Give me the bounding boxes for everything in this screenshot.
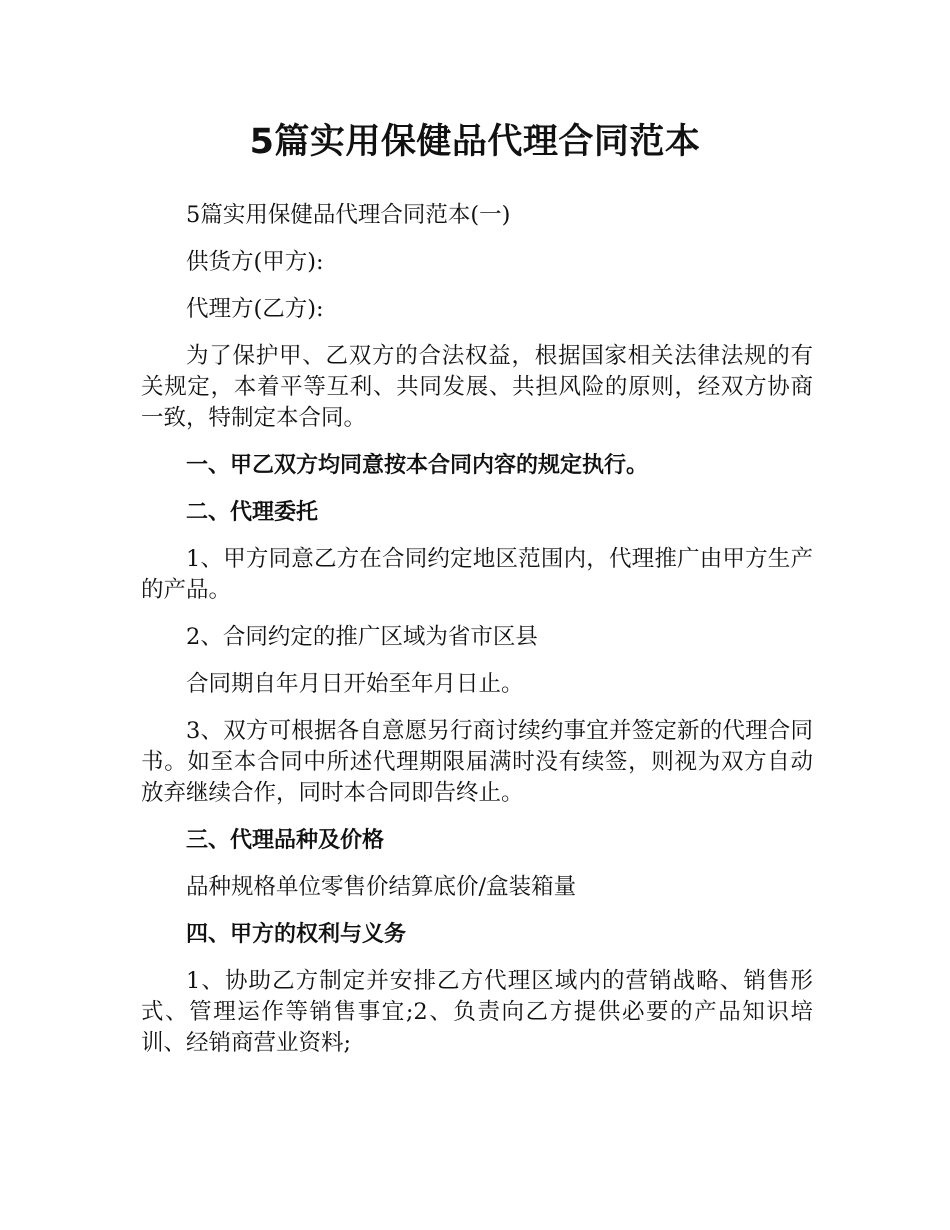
clause-2-3: 3、双方可根据各自意愿另行商讨续约事宜并签定新的代理合同书。如至本合同中所述代理期限届满时没有续签，则视为双方自动放弃继续合作，同时本合同即告终止。	[141, 718, 813, 806]
contract-subtitle: 5篇实用保健品代理合同范本(一)	[186, 202, 511, 228]
supplier-party-line: 供货方(甲方):	[186, 249, 324, 275]
clause-2-1: 1、甲方同意乙方在合同约定地区范围内，代理推广由甲方生产的产品。	[141, 546, 813, 603]
section-heading-2: 二、代理委托	[186, 500, 319, 525]
contract-period-line: 合同期自年月日开始至年月日止。	[186, 671, 524, 697]
document-title: 5篇实用保健品代理合同范本	[249, 122, 701, 162]
section-heading-1: 一、甲乙双方均同意按本合同内容的规定执行。	[186, 453, 649, 478]
preamble-paragraph: 为了保护甲、乙双方的合法权益，根据国家相关法律法规的有关规定，本着平等互利、共同发展、共担风险的原则，经双方协商一致，特制定本合同。	[141, 343, 813, 431]
clause-2-2: 2、合同约定的推广区域为省市区县	[186, 624, 538, 650]
section-heading-4: 四、甲方的权利与义务	[186, 922, 407, 947]
agent-party-line: 代理方(乙方):	[186, 296, 324, 322]
document-body	[141, 200, 813, 1075]
product-table-header-line: 品种规格单位零售价结算底价/盒装箱量	[186, 874, 577, 900]
clause-4-1: 1、协助乙方制定并安排乙方代理区域内的营销战略、销售形式、管理运作等销售事宜;2、负责向乙方提供必要的产品知识培训、经销商营业资料;	[141, 968, 813, 1056]
section-heading-3: 三、代理品种及价格	[186, 828, 385, 853]
